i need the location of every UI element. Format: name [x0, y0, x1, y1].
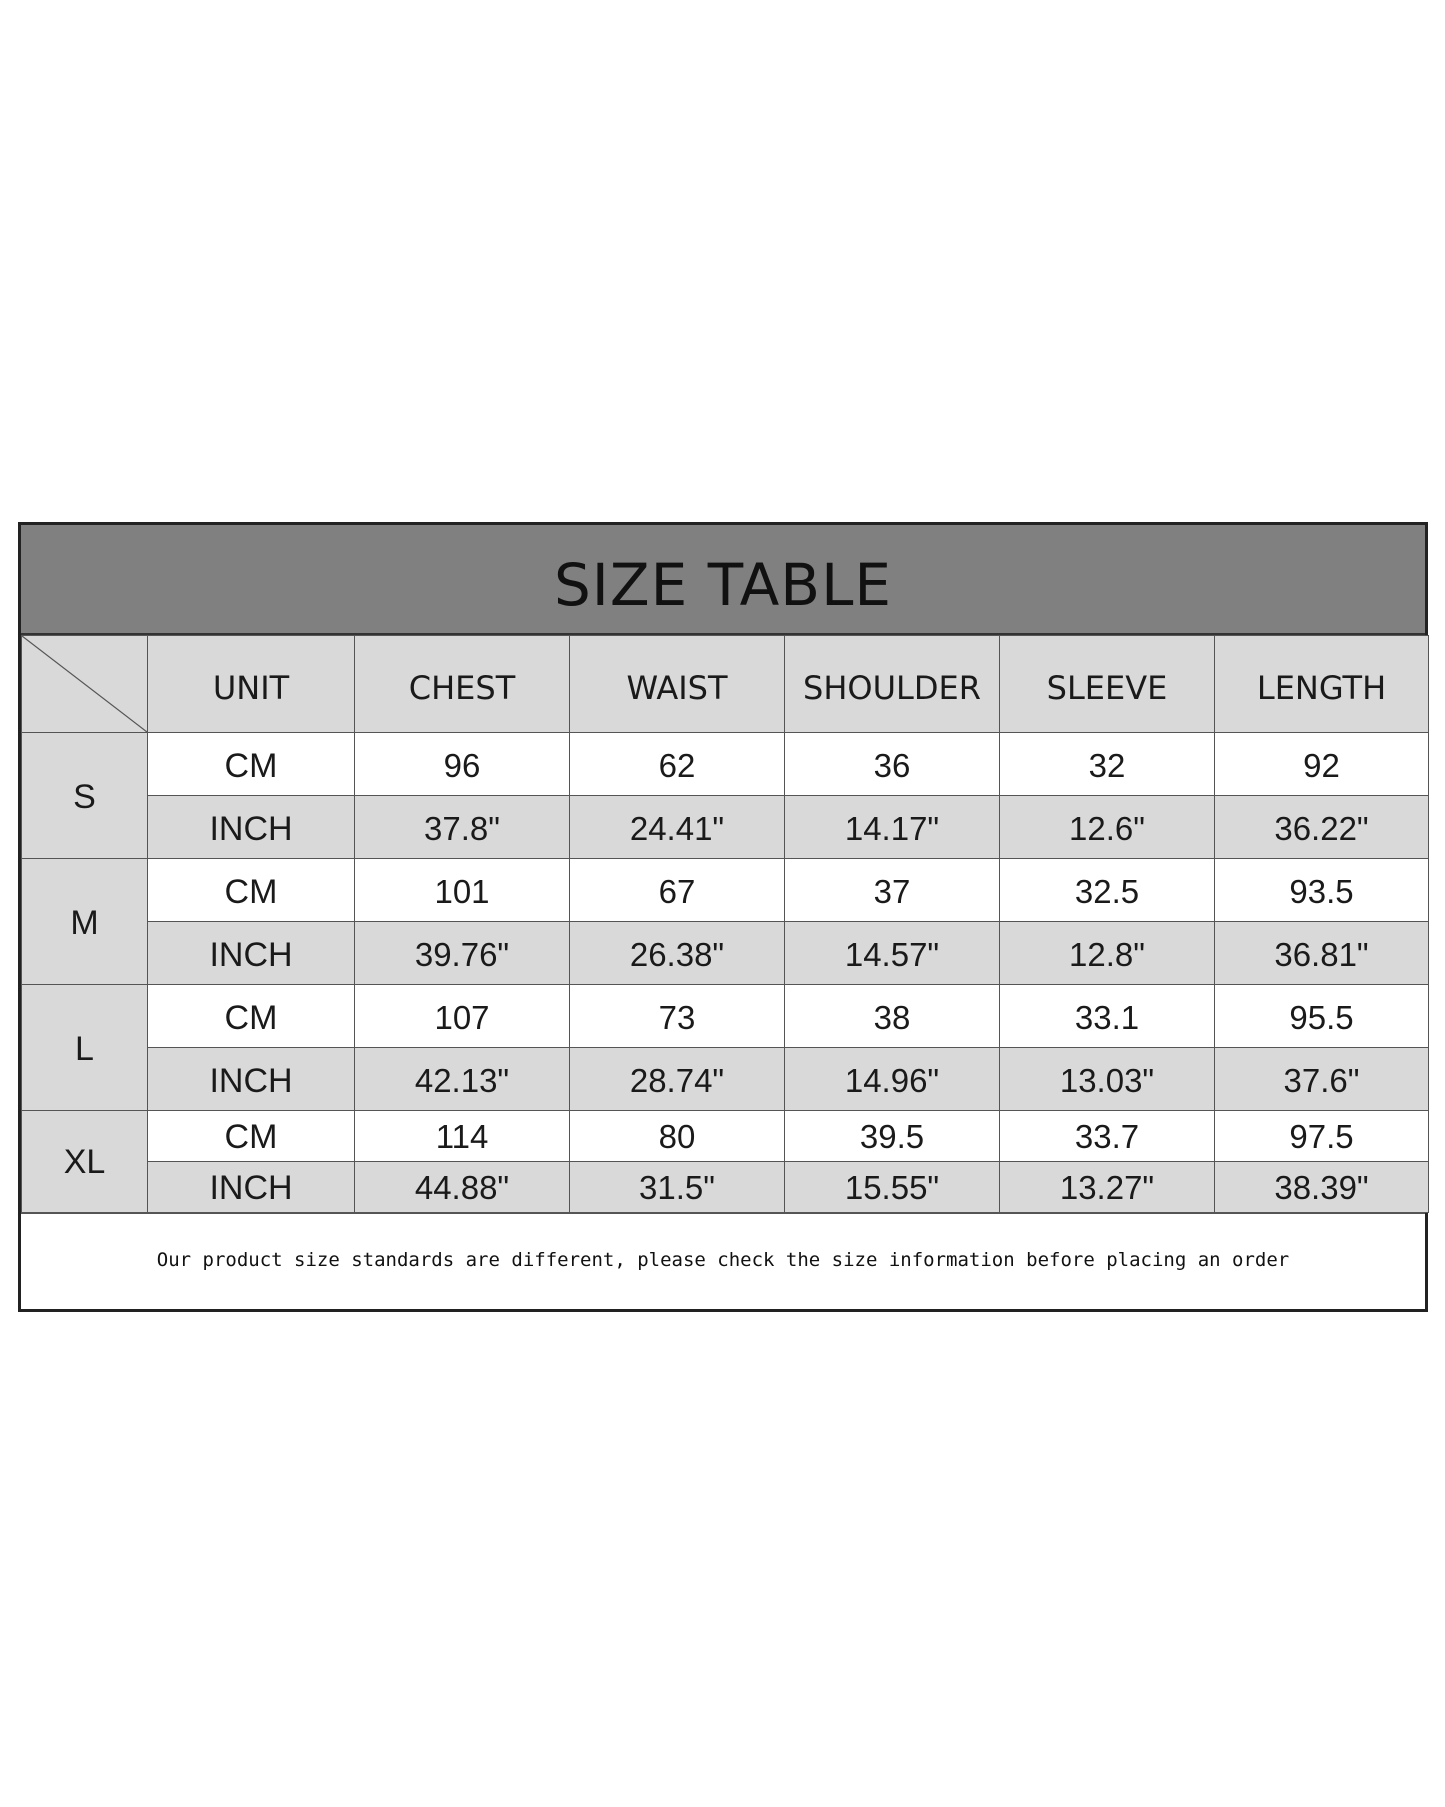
chest-value: 107 [355, 985, 570, 1048]
length-value: 38.39" [1215, 1162, 1429, 1213]
waist-value: 73 [570, 985, 785, 1048]
shoulder-value: 36 [785, 733, 1000, 796]
sleeve-value: 12.6" [1000, 796, 1215, 859]
size-table [18, 522, 1428, 1312]
length-value: 97.5 [1215, 1111, 1429, 1162]
size-label-s: S [22, 733, 148, 859]
sleeve-value: 33.1 [1000, 985, 1215, 1048]
waist-value: 28.74" [570, 1048, 785, 1111]
chest-value: 39.76" [355, 922, 570, 985]
waist-value: 80 [570, 1111, 785, 1162]
length-value: 92 [1215, 733, 1429, 796]
chest-value: 114 [355, 1111, 570, 1162]
sleeve-value: 13.27" [1000, 1162, 1215, 1213]
diagonal-line-icon [22, 636, 147, 732]
length-value: 95.5 [1215, 985, 1429, 1048]
length-value: 93.5 [1215, 859, 1429, 922]
shoulder-value: 38 [785, 985, 1000, 1048]
chest-value: 101 [355, 859, 570, 922]
sleeve-value: 32 [1000, 733, 1215, 796]
size-grid [21, 635, 1429, 1213]
sleeve-value: 33.7 [1000, 1111, 1215, 1162]
table-row [22, 985, 1429, 1048]
unit-cell: INCH [148, 796, 355, 859]
unit-cell: INCH [148, 1048, 355, 1111]
table-row [22, 859, 1429, 922]
shoulder-value: 37 [785, 859, 1000, 922]
chest-value: 37.8" [355, 796, 570, 859]
unit-cell: INCH [148, 1162, 355, 1213]
header-chest: CHEST [355, 636, 570, 733]
size-label-l: L [22, 985, 148, 1111]
sleeve-value: 13.03" [1000, 1048, 1215, 1111]
table-title: SIZE TABLE [21, 525, 1425, 635]
unit-cell: CM [148, 1111, 355, 1162]
length-value: 37.6" [1215, 1048, 1429, 1111]
chest-value: 44.88" [355, 1162, 570, 1213]
chest-value: 96 [355, 733, 570, 796]
unit-cell: CM [148, 985, 355, 1048]
corner-cell [22, 636, 148, 733]
waist-value: 31.5" [570, 1162, 785, 1213]
chest-value: 42.13" [355, 1048, 570, 1111]
unit-cell: CM [148, 859, 355, 922]
table-row [22, 1111, 1429, 1162]
shoulder-value: 14.96" [785, 1048, 1000, 1111]
header-row [22, 636, 1429, 733]
sleeve-value: 12.8" [1000, 922, 1215, 985]
table-row [22, 1162, 1429, 1213]
length-value: 36.81" [1215, 922, 1429, 985]
shoulder-value: 39.5 [785, 1111, 1000, 1162]
table-row [22, 1048, 1429, 1111]
header-sleeve: SLEEVE [1000, 636, 1215, 733]
header-waist: WAIST [570, 636, 785, 733]
waist-value: 24.41" [570, 796, 785, 859]
shoulder-value: 14.57" [785, 922, 1000, 985]
waist-value: 62 [570, 733, 785, 796]
size-note: Our product size standards are different, please check the size information before placing an order [21, 1213, 1425, 1309]
size-label-m: M [22, 859, 148, 985]
header-unit: UNIT [148, 636, 355, 733]
shoulder-value: 14.17" [785, 796, 1000, 859]
table-row [22, 922, 1429, 985]
table-row [22, 733, 1429, 796]
waist-value: 67 [570, 859, 785, 922]
unit-cell: INCH [148, 922, 355, 985]
waist-value: 26.38" [570, 922, 785, 985]
size-label-xl: XL [22, 1111, 148, 1213]
header-shoulder: SHOULDER [785, 636, 1000, 733]
table-row [22, 796, 1429, 859]
shoulder-value: 15.55" [785, 1162, 1000, 1213]
length-value: 36.22" [1215, 796, 1429, 859]
unit-cell: CM [148, 733, 355, 796]
header-length: LENGTH [1215, 636, 1429, 733]
sleeve-value: 32.5 [1000, 859, 1215, 922]
